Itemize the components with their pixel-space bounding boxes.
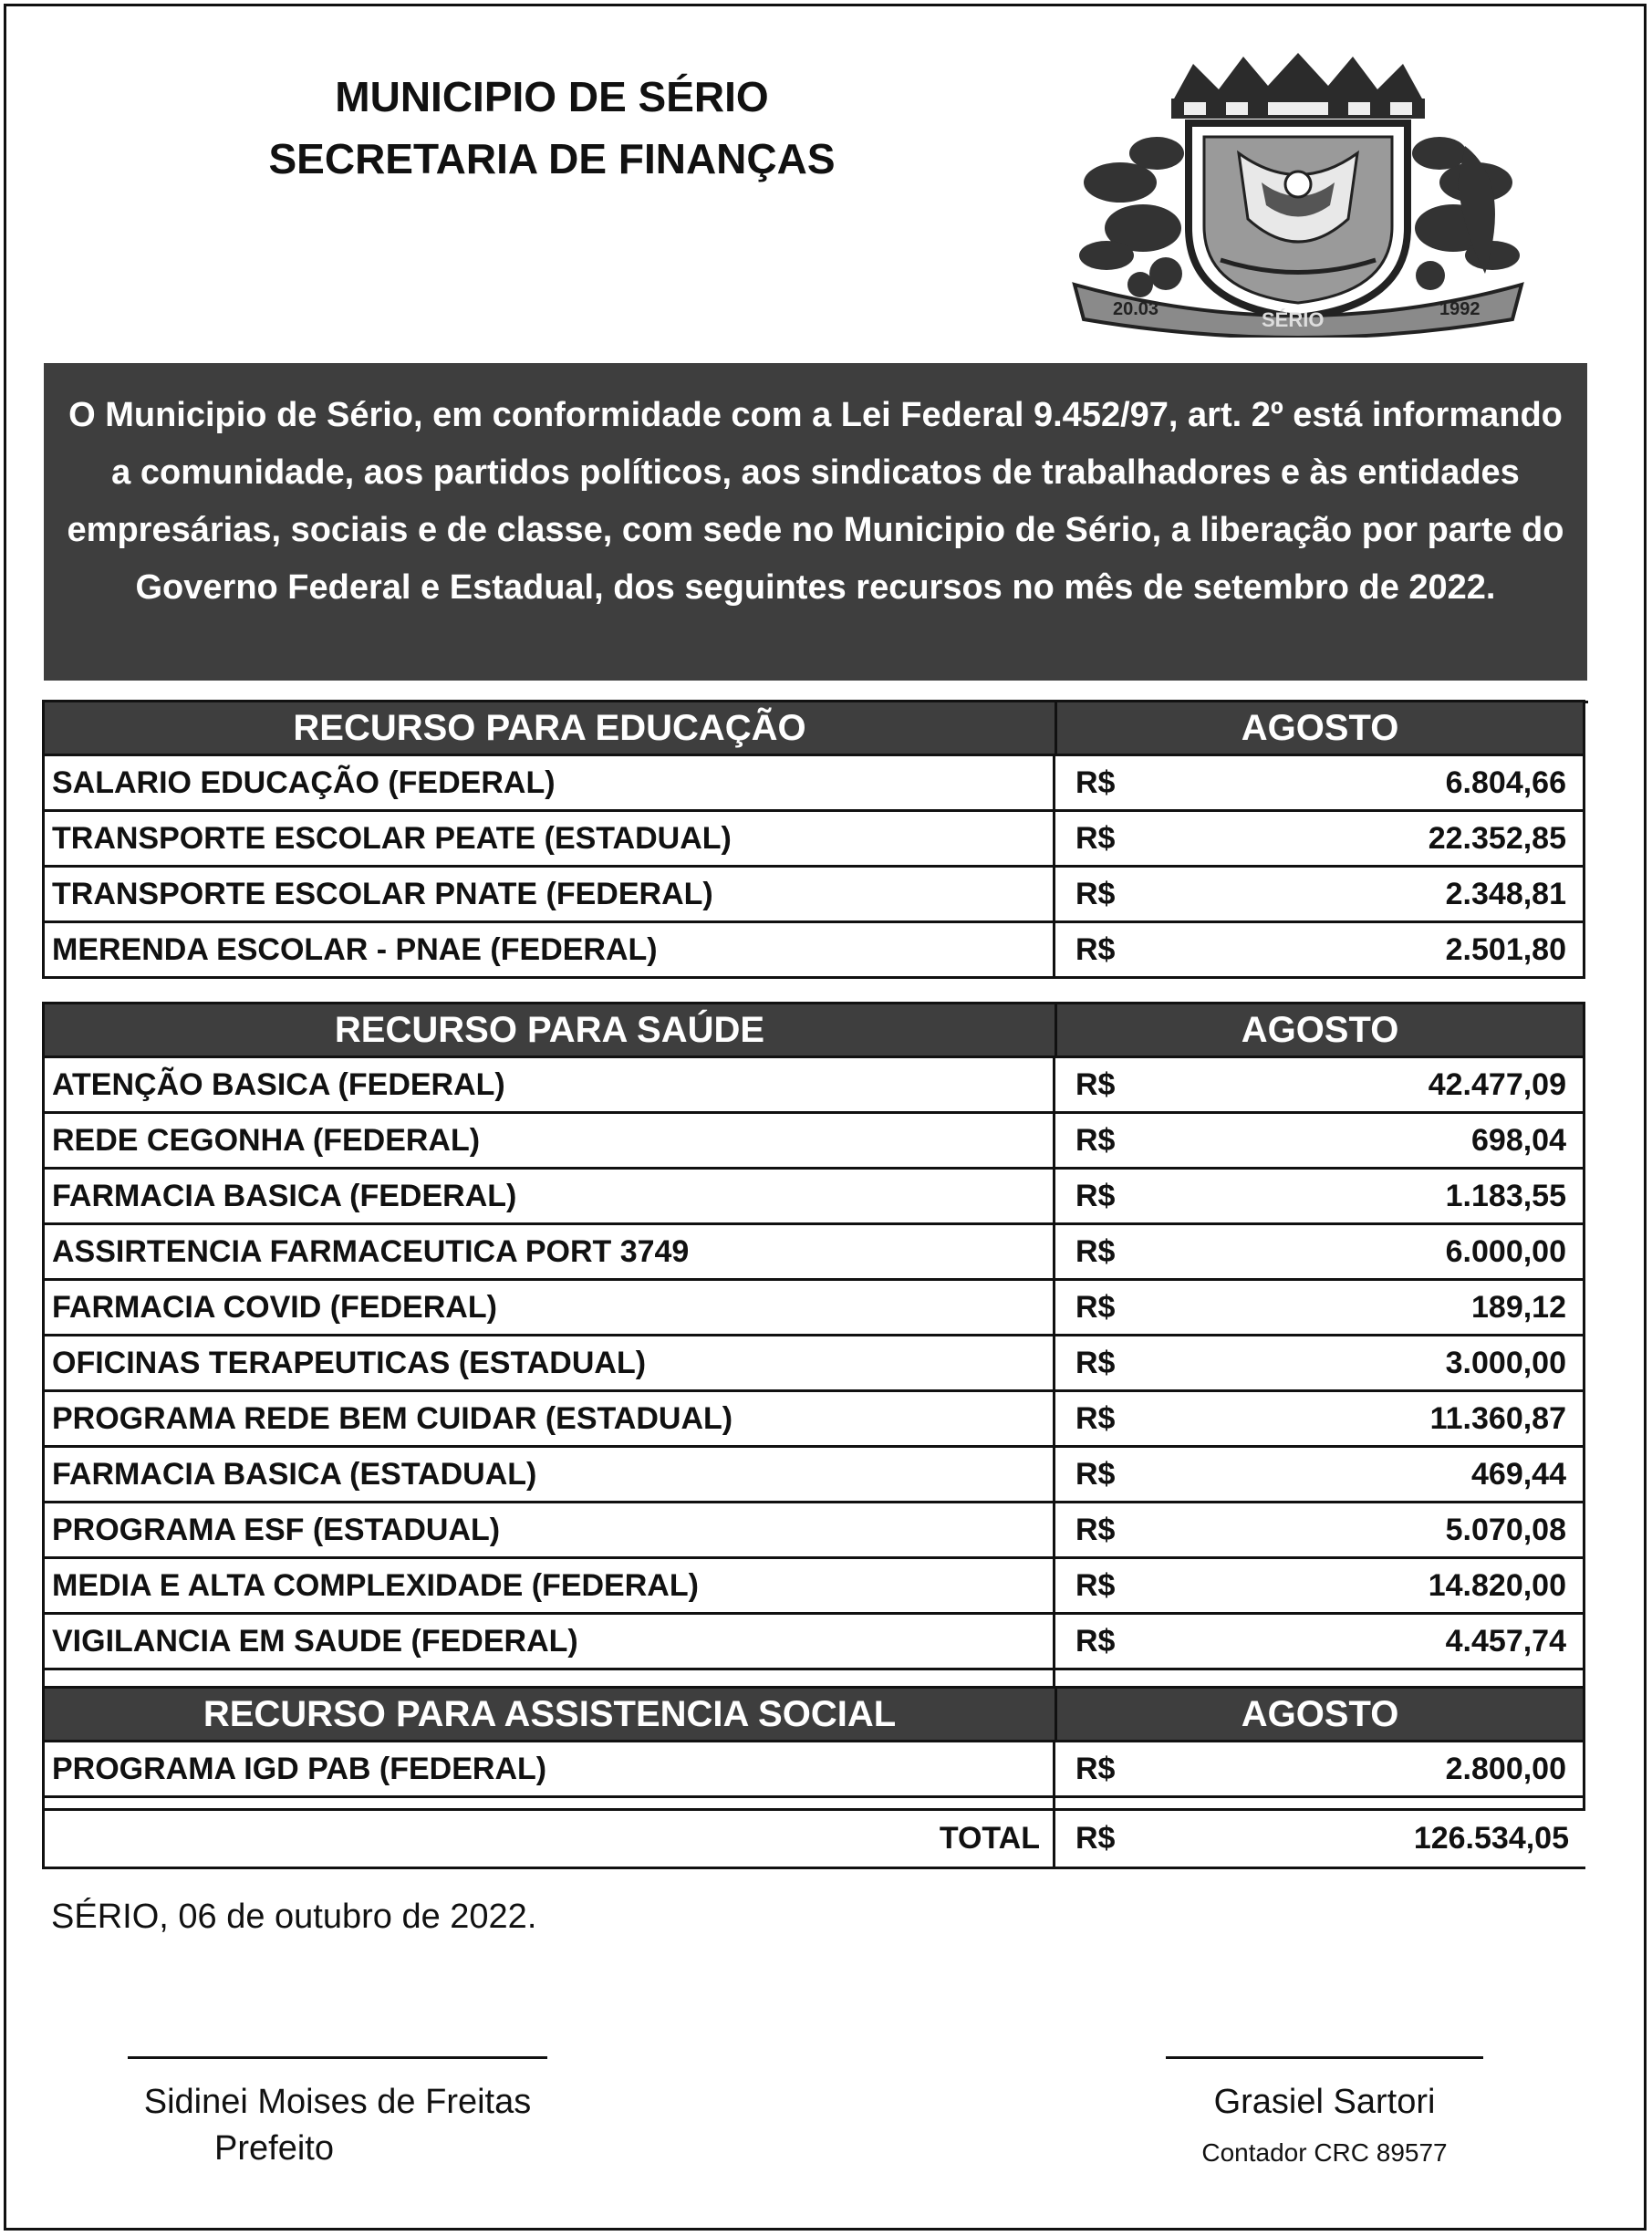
table-row [42,1615,1585,1670]
signature-mayor [128,2056,547,2168]
row-label: REDE CEGONHA (FEDERAL) [45,1114,1055,1167]
table-row [42,1559,1585,1615]
signature-line [128,2056,547,2059]
row-value: 698,04 [1471,1122,1566,1158]
table-spacer [42,1798,1585,1811]
signatory-name: Grasiel Sartori [1213,2083,1436,2121]
department-title: SECRETARIA DE FINANÇAS [268,135,836,182]
row-value: 22.352,85 [1428,820,1566,856]
row-value: 6.804,66 [1445,764,1566,800]
total-currency: R$ [1075,1821,1116,1856]
row-label: FARMACIA BASICA (ESTADUAL) [45,1448,1055,1501]
table-row [42,1336,1585,1392]
signature-accountant [1166,2056,1483,2168]
crest-right-year: 1992 [1439,299,1481,319]
crest-banner-text: SÉRIO [1262,308,1325,331]
row-currency: R$ [1075,1122,1116,1158]
signatory-role: Prefeito [214,2129,334,2168]
table-row [42,1225,1585,1281]
row-label: SALARIO EDUCAÇÃO (FEDERAL) [45,756,1055,809]
row-label: VIGILANCIA EM SAUDE (FEDERAL) [45,1615,1055,1668]
row-currency: R$ [1075,1066,1116,1102]
municipal-coat-of-arms-icon [1056,46,1540,338]
row-label: PROGRAMA REDE BEM CUIDAR (ESTADUAL) [45,1392,1055,1445]
row-value: 5.070,08 [1445,1512,1566,1547]
section-month-saude: AGOSTO [1241,1010,1399,1050]
row-currency: R$ [1075,876,1116,911]
table-row [42,1058,1585,1114]
table-row [42,756,1585,812]
column-divider [1053,1670,1055,1686]
total-row [42,1811,1585,1869]
row-label: PROGRAMA ESF (ESTADUAL) [45,1503,1055,1556]
row-label: ATENÇÃO BASICA (FEDERAL) [45,1058,1055,1111]
row-currency: R$ [1075,1400,1116,1436]
row-value: 2.800,00 [1445,1751,1566,1786]
table-row [42,1392,1585,1448]
row-currency: R$ [1075,1345,1116,1380]
row-currency: R$ [1075,931,1116,967]
column-divider [1053,1798,1055,1808]
row-value: 2.348,81 [1445,876,1566,911]
table-row [42,1448,1585,1503]
row-currency: R$ [1075,1289,1116,1325]
section-month-educacao: AGOSTO [1241,708,1399,748]
row-value: 469,44 [1471,1456,1566,1492]
table-row [42,1114,1585,1170]
section-header-educacao [42,700,1585,756]
section-header-assistencia [42,1686,1585,1742]
signatory-name: Sidinei Moises de Freitas [143,2083,532,2121]
row-value: 189,12 [1471,1289,1566,1325]
row-label: ASSIRTENCIA FARMACEUTICA PORT 3749 [45,1225,1055,1278]
row-label: MEDIA E ALTA COMPLEXIDADE (FEDERAL) [45,1559,1055,1612]
row-currency: R$ [1075,1623,1116,1659]
row-label: FARMACIA BASICA (FEDERAL) [45,1170,1055,1222]
row-label: TRANSPORTE ESCOLAR PNATE (FEDERAL) [45,868,1055,920]
row-value: 14.820,00 [1428,1567,1566,1603]
row-currency: R$ [1075,1751,1116,1786]
row-currency: R$ [1075,1233,1116,1269]
row-value: 1.183,55 [1445,1178,1566,1213]
table-row [42,868,1585,923]
row-currency: R$ [1075,820,1116,856]
row-label: FARMACIA COVID (FEDERAL) [45,1281,1055,1334]
table-row [42,812,1585,868]
row-value: 42.477,09 [1428,1066,1566,1102]
section-title-saude: RECURSO PARA SAÚDE [45,1004,1057,1056]
document-date: SÉRIO, 06 de outubro de 2022. [51,1898,537,1936]
row-label: PROGRAMA IGD PAB (FEDERAL) [45,1742,1055,1795]
row-value: 11.360,87 [1429,1400,1566,1436]
table-spacer [42,1670,1585,1686]
row-currency: R$ [1075,764,1116,800]
signature-line [1166,2056,1483,2059]
total-label: TOTAL [45,1811,1055,1867]
section-header-saude [42,1002,1585,1058]
table-row [42,1503,1585,1559]
table-row [42,1281,1585,1336]
intro-box [44,363,1587,681]
row-label: TRANSPORTE ESCOLAR PEATE (ESTADUAL) [45,812,1055,865]
table-row [42,1170,1585,1225]
intro-text: O Municipio de Sério, em conformidade com a Lei Federal 9.452/97, art. 2º está informando a comunidade, aos partidos políticos, aos sindicatos de trabalhadores e às entidades empresárias, sociais e de classe, com sede no Municipio de Sério, a liberação por parte do Governo Federal e Estadual, dos seguintes recursos no mês de setembro de 2022. [67,396,1564,607]
section-title-educacao: RECURSO PARA EDUCAÇÃO [45,702,1057,754]
crest-left-year: 20.03 [1113,299,1159,319]
table-row [42,1742,1585,1798]
signatory-role: Contador CRC 89577 [1201,2138,1448,2167]
row-label: MERENDA ESCOLAR - PNAE (FEDERAL) [45,923,1055,976]
row-currency: R$ [1075,1512,1116,1547]
row-currency: R$ [1075,1567,1116,1603]
row-value: 2.501,80 [1445,931,1566,967]
section-month-assistencia: AGOSTO [1241,1694,1399,1734]
row-label: OFICINAS TERAPEUTICAS (ESTADUAL) [45,1336,1055,1389]
row-value: 3.000,00 [1445,1345,1566,1380]
total-value: 126.534,05 [1413,1821,1569,1856]
section-title-assistencia: RECURSO PARA ASSISTENCIA SOCIAL [45,1689,1057,1740]
table-row [42,923,1585,979]
row-currency: R$ [1075,1178,1116,1213]
municipality-title: MUNICIPIO DE SÉRIO [335,73,769,120]
row-currency: R$ [1075,1456,1116,1492]
row-value: 4.457,74 [1445,1623,1566,1659]
row-value: 6.000,00 [1445,1233,1566,1269]
